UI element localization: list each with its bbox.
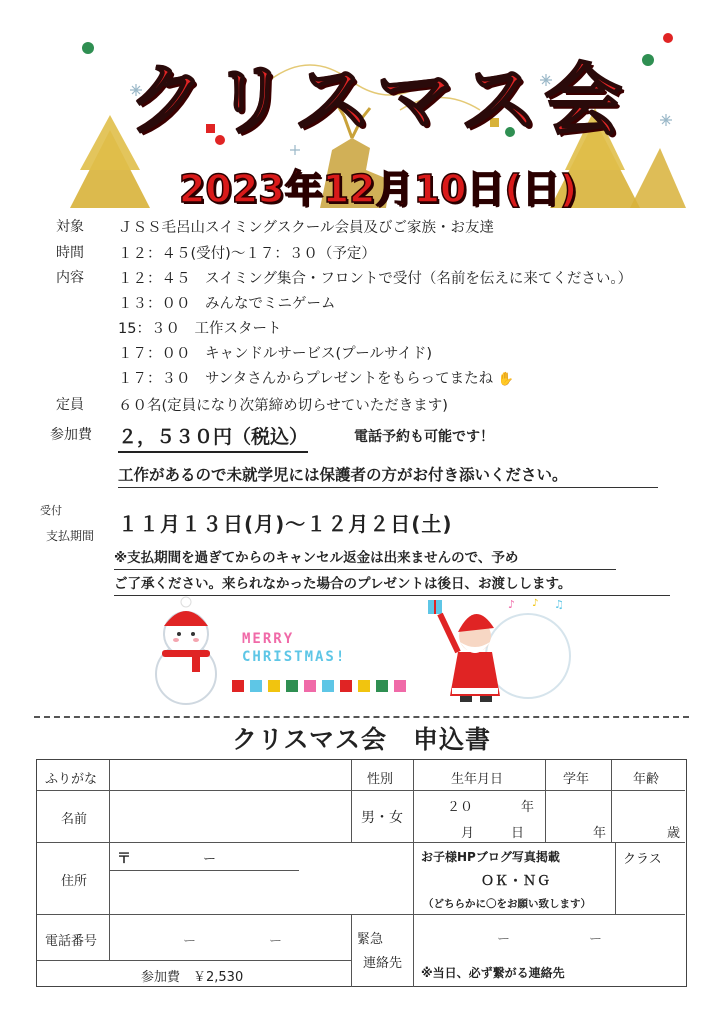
payment-label-bottom: 支払期間 [46, 529, 95, 543]
schedule-item: １７：００ キャンドルサービス(プールサイド) [118, 346, 433, 362]
waving-hand-icon: ✋ [497, 372, 514, 387]
schedule-item: １２：４５ スイミング集合・フロントで受付（名前を伝えに来てください。） [118, 271, 633, 287]
phone-label: 電話番号 [45, 934, 98, 949]
blog-photo-title: お子様HPブログ写真掲載 [421, 850, 560, 864]
phone-input[interactable] [117, 920, 345, 956]
application-form [36, 759, 687, 987]
event-date: 2023年12月10日(日) [178, 167, 578, 208]
age-header: 年齢 [633, 772, 660, 787]
merry-line1: MERRY [242, 631, 295, 647]
svg-text:♫: ♫ [554, 598, 564, 611]
cancel-note-line1: ※支払期間を過ぎてからのキャンセル返金は出来ませんので、予め [114, 546, 616, 570]
schedule-item [118, 367, 514, 388]
fee-label: 参加費 [50, 427, 92, 443]
svg-text:♪: ♪ [508, 598, 516, 611]
gender-header: 性別 [367, 772, 394, 787]
snowman-icon [156, 597, 216, 704]
grade-unit: 年 [593, 826, 607, 841]
emergency-note: ※当日、必ず繋がる連絡先 [421, 966, 565, 980]
address-input[interactable] [133, 874, 403, 910]
postal-icon: 〒 [117, 851, 131, 867]
emergency-dash2: ー [589, 932, 603, 947]
emergency-dash1: ー [497, 932, 511, 947]
cut-line [34, 716, 689, 718]
gift-row-icon [232, 680, 406, 692]
svg-text:♪: ♪ [532, 598, 539, 609]
furigana-input[interactable] [137, 764, 347, 788]
blog-photo-note: （どちらかに〇をお願い致します） [423, 898, 591, 910]
event-title: クリスマス会 [127, 56, 629, 146]
class-label: クラス [623, 852, 662, 867]
header-banner [70, 20, 686, 208]
merry-christmas-text [242, 630, 346, 666]
birth-year-unit: 年 [521, 800, 535, 815]
snowman-santa-illustration [140, 596, 580, 706]
phone-reservation-note: 電話予約も可能です！ [354, 429, 494, 445]
emergency-label-line1: 緊急 [357, 932, 384, 947]
content-label: 内容 [56, 270, 84, 286]
birth-day-unit: 日 [511, 826, 525, 841]
schedule-item-text: １７：３０ サンタさんからプレゼントをもらってまたね [118, 371, 494, 387]
name-input[interactable] [117, 796, 345, 838]
birth-year-prefix: ２０ [447, 800, 474, 815]
name-label: 名前 [61, 812, 88, 827]
cancel-note-line2: ご了承ください。来られなかった場合のプレゼントは後日、お渡しします。 [114, 572, 670, 596]
birth-header: 生年月日 [451, 772, 504, 787]
time-value: １２：４５(受付)～１７：３０（予定） [118, 246, 376, 262]
capacity-value: ６０名(定員になり次第締め切らせていただきます) [118, 398, 448, 414]
capacity-label: 定員 [56, 397, 84, 413]
age-unit: 歳 [667, 826, 681, 841]
postal-dash: ー [203, 852, 217, 867]
phone-dash1: ー [183, 934, 197, 949]
guardian-note: 工作があるので未就学児には保護者の方がお付き添いください。 [118, 463, 658, 488]
gender-options[interactable]: 男・女 [361, 810, 403, 826]
target-label: 対象 [56, 219, 84, 235]
blog-photo-options[interactable]: ＯＫ・ＮＧ [481, 874, 552, 889]
payment-label-top: 受付 [40, 504, 62, 517]
emergency-input[interactable] [421, 920, 679, 956]
merry-line2: CHRISTMAS! [242, 649, 347, 665]
time-label: 時間 [56, 245, 84, 261]
phone-dash2: ー [269, 934, 283, 949]
payment-dates: １１月１３日(月)～１２月２日(土) [118, 512, 453, 536]
schedule-item: １３：００ みんなでミニゲーム [118, 296, 336, 312]
fee-amount: ２，５３０円（税込） [118, 422, 308, 453]
schedule-item: 15：３０ 工作スタート [118, 321, 282, 337]
address-label: 住所 [61, 874, 88, 889]
fee-cell: 参加費 ￥2,530 [141, 970, 244, 985]
birth-month-unit: 月 [461, 826, 475, 841]
furigana-label: ふりがな [45, 772, 98, 787]
emergency-label-line2: 連絡先 [363, 956, 403, 971]
grade-header: 学年 [563, 772, 590, 787]
target-value: ＪＳＳ毛呂山スイミングスクール会員及びご家族・お友達 [118, 220, 494, 236]
form-title: クリスマス会 申込書 [231, 725, 491, 754]
